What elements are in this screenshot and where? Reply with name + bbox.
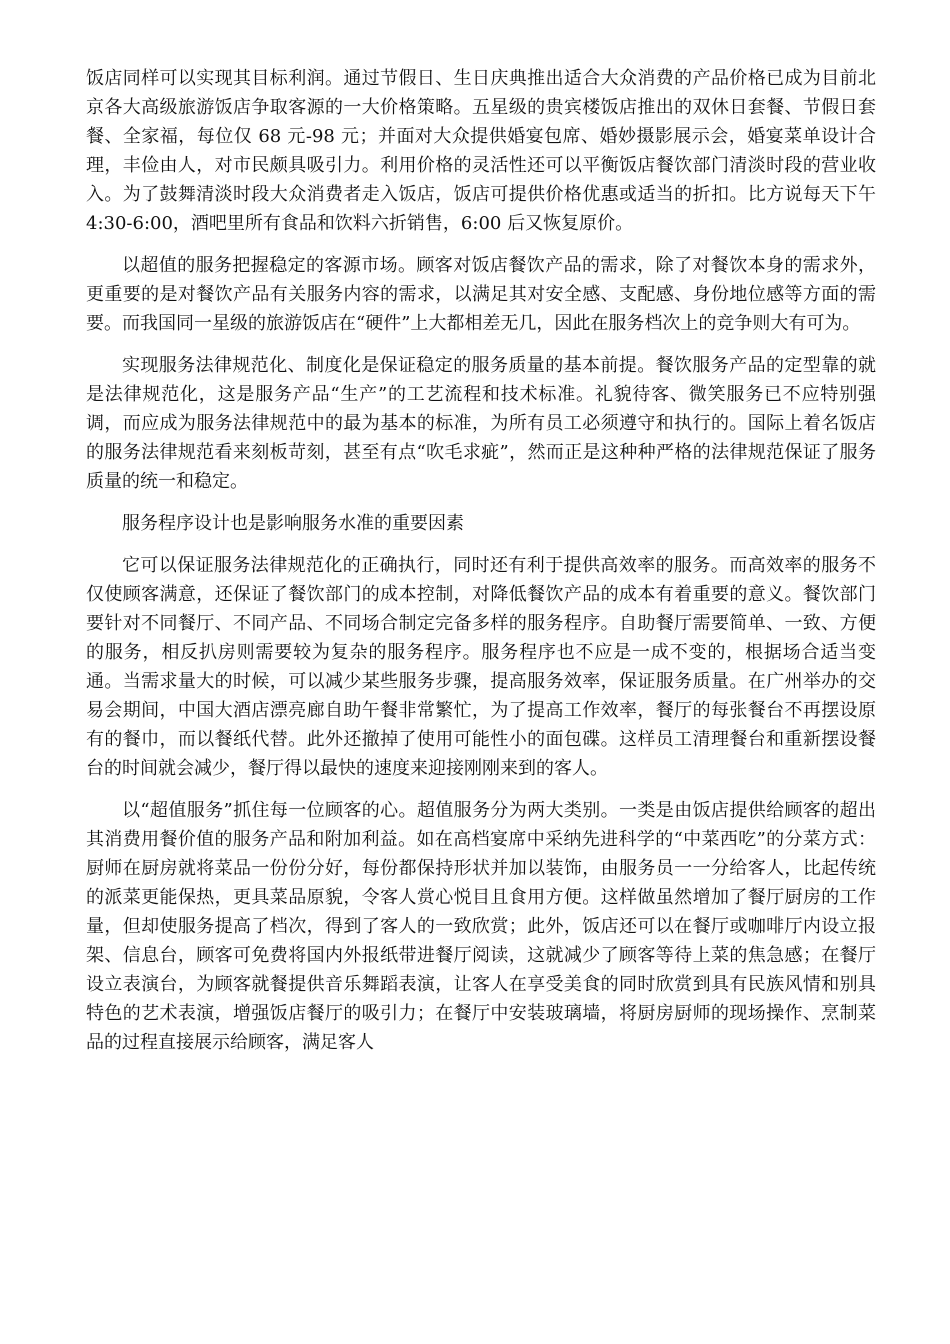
document-page: [86, 64, 882, 1070]
paragraph-service-standards: 实现服务法律规范化、制度化是保证稳定的服务质量的基本前提。餐饮服务产品的定型靠的就是法律规范化，这是服务产品“生产”的工艺流程和技术标准。礼貌待客、微笑服务已不应特别强调，而应成为服务法律规范中的最为基本的标准，为所有员工必须遵守和执行的。国际上着名饭店的服务法律规范看来刻板苛刻，甚至有点“吹毛求疵”，然而正是这种种严格的法律规范保证了服务质量的统一和稳定。: [86, 355, 876, 492]
paragraph-value-service: 以超值的服务把握稳定的客源市场。顾客对饭店餐饮产品的需求，除了对餐饮本身的需求外，更重要的是对餐饮产品有关服务内容的需求，以满足其对安全感、支配感、身份地位感等方面的需要。而我国同一星级的旅游饭店在“硬件”上大都相差无几，因此在服务档次上的竞争则大有可为。: [86, 255, 876, 334]
paragraph-service-procedure-heading: 服务程序设计也是影响服务水准的重要因素: [122, 513, 464, 534]
paragraph-service-procedure: 它可以保证服务法律规范化的正确执行，同时还有利于提供高效率的服务。而高效率的服务不仅使顾客满意，还保证了餐饮部门的成本控制，对降低餐饮产品的成本有着重要的意义。餐饮部门要针对不同餐厅、不同产品、不同场合制定完备多样的服务程序。自助餐厅需要简单、一致、方便的服务，相反扒房则需要较为复杂的服务程序。服务程序也不应是一成不变的，根据场合适当变通。当需求量大的时候，可以减少某些服务步骤，提高服务效率，保证服务质量。在广州举办的交易会期间，中国大酒店漂亮廊自助午餐非常繁忙，为了提高工作效率，餐厅的每张餐台不再摆设原有的餐巾，而以餐纸代替。此外还撤掉了使用可能性小的面包碟。这样员工清理餐台和重新摆设餐台的时间就会减少，餐厅得以最快的速度来迎接刚刚来到的客人。: [86, 555, 876, 779]
paragraph-extra-value-service: 以“超值服务”抓住每一位顾客的心。超值服务分为两大类别。一类是由饭店提供给顾客的超出其消费用餐价值的服务产品和附加利益。如在高档宴席中采纳先进科学的“中菜西吃”的分菜方式：厨师在厨房就将菜品一份份分好，每份都保持形状并加以装饰，由服务员一一分给客人，比起传统的派菜更能保热，更具菜品原貌，令客人赏心悦目且食用方便。这样做虽然增加了餐厅厨房的工作量，但却使服务提高了档次，得到了客人的一致欣赏；此外，饭店还可以在餐厅或咖啡厅内设立报架、信息台，顾客可免费将国内外报纸带进餐厅阅读，这就减少了顾客等待上菜的焦急感；在餐厅设立表演台，为顾客就餐提供音乐舞蹈表演，让客人在享受美食的同时欣赏到具有民族风情和别具特色的艺术表演，增强饭店餐厅的吸引力；在餐厅中安装玻璃墙，将厨房厨师的现场操作、烹制菜品的过程直接展示给顾客，满足客人: [86, 800, 876, 1053]
paragraph-price-strategy: 饭店同样可以实现其目标利润。通过节假日、生日庆典推出适合大众消费的产品价格已成为目前北京各大高级旅游饭店争取客源的一大价格策略。五星级的贵宾楼饭店推出的双休日套餐、节假日套餐、全家福，每位仅 68 元-98 元；并面对大众提供婚宴包席、婚妙摄影展示会，婚宴菜单设计合理，丰俭由人，对市民颇具吸引力。利用价格的灵活性还可以平衡饭店餐饮部门清淡时段的营业收入。为了鼓舞清淡时段大众消费者走入饭店，饭店可提供价格优惠或适当的折扣。比方说每天下午 4:30-6:00，酒吧里所有食品和饮料六折销售，6:00 后又恢复原价。: [86, 68, 882, 234]
